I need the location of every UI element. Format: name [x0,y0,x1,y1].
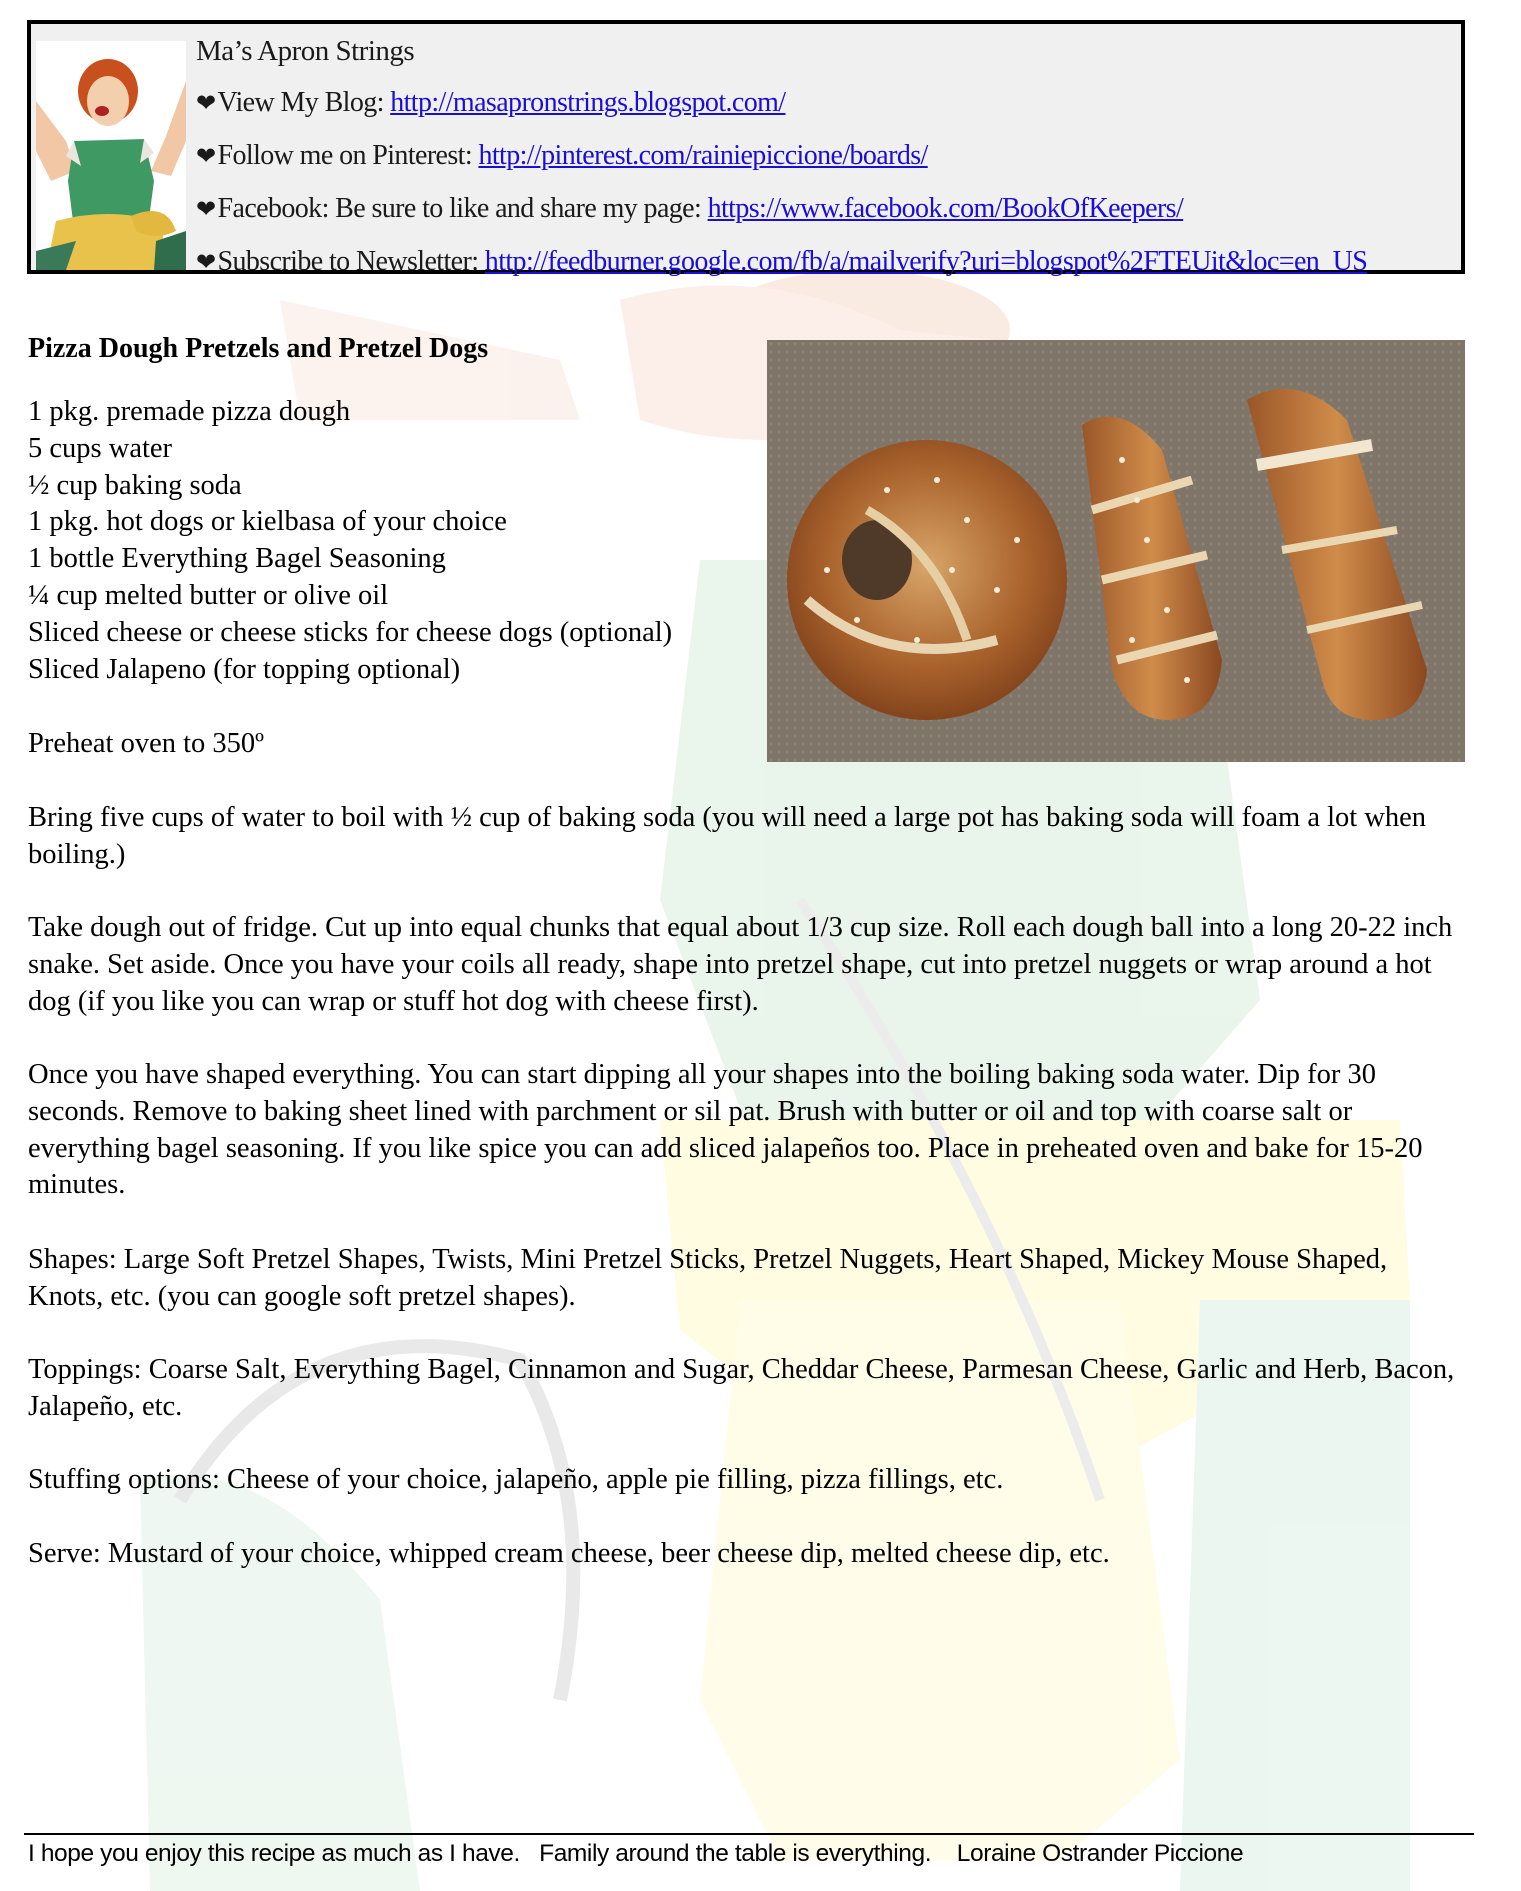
step-shape-dough: Take dough out of fridge. Cut up into equal chunks that equal about 1/3 cup size. Roll each dough ball into a long 20-22 inch snake. Set aside. Once you have your coils all ready, shape into pretzel shape, cut into pretzel nuggets or wrap around a hot dog (if you like you can wrap or stuff hot dog with cheese first). [28,912,1453,1017]
header-text-block [196,34,1451,280]
blog-header-banner [27,20,1465,277]
blog-link[interactable]: http://masapronstrings.blogspot.com/ [390,87,786,118]
toppings-note: Toppings: Coarse Salt, Everything Bagel, Cinnamon and Sugar, Cheddar Cheese, Parmesan Cheese, Garlic and Herb, Bacon, Jalapeño, etc. [28,1354,1455,1422]
ingredient-item: Sliced cheese or cheese sticks for cheese dogs (optional) [28,616,673,648]
avatar [36,41,186,270]
blog-title: Ma’s Apron Strings [196,35,415,67]
pinterest-link-row [196,139,1451,174]
stuffing-note: Stuffing options: Cheese of your choice, jalapeño, apple pie filling, pizza fillings, etc. [28,1464,1004,1495]
newsletter-link-label: Subscribe to Newsletter: [217,246,485,277]
recipe-title: Pizza Dough Pretzels and Pretzel Dogs [28,333,489,364]
ingredient-item: 1 pkg. hot dogs or kielbasa of your choice [28,506,507,538]
footer-signature: I hope you enjoy this recipe as much as I have. Family around the table is everything. Loraine Ostrander Piccione [28,1840,1244,1867]
heart-icon: ❤ [196,91,216,117]
ingredient-item: ½ cup baking soda [28,469,242,501]
ingredient-item: 1 pkg. premade pizza dough [28,396,351,427]
step-dip-and-bake: Once you have shaped everything. You can start dipping all your shapes into the boiling baking soda water. Dip for 30 seconds. Remove to baking sheet lined with parchment or sil pat. Brush with butter or oil and top with coarse salt or everything bagel seasoning. If you like spice you can add sliced jalapeños too. Place in preheated oven and bake for 15-20 minutes. [28,1059,1423,1201]
blog-link-row [196,86,1451,121]
facebook-link-label: Facebook: Be sure to like and share my page: [217,193,708,224]
facebook-link[interactable]: https://www.facebook.com/BookOfKeepers/ [707,193,1184,224]
pinterest-link-label: Follow me on Pinterest: [217,140,479,171]
baked-pretzel-and-pretzel-dogs-photo [767,340,1465,762]
heart-icon: ❤ [196,250,216,276]
newsletter-link-row [196,245,1451,280]
heart-icon: ❤ [196,144,216,170]
heart-icon: ❤ [196,197,216,223]
ingredient-item: ¼ cup melted butter or olive oil [28,579,389,611]
serve-note: Serve: Mustard of your choice, whipped cream cheese, beer cheese dip, melted cheese dip, etc. [28,1538,1110,1569]
shapes-note: Shapes: Large Soft Pretzel Shapes, Twists, Mini Pretzel Sticks, Pretzel Nuggets, Heart Shaped, Mickey Mouse Shaped, Knots, etc. (you can google soft pretzel shapes). [28,1244,1388,1312]
ingredient-item: 5 cups water [28,432,173,464]
step-boil-water: Bring five cups of water to boil with ½ cup of baking soda (you will need a large pot has baking soda will foam a lot when boiling.) [28,802,1427,870]
pinterest-link[interactable]: http://pinterest.com/rainiepiccione/boards/ [478,140,928,171]
newsletter-subscribe-link[interactable]: http://feedburner.google.com/fb/a/mailverify?uri=blogspot%2FTEUit&loc=en_US [484,246,1368,277]
preheat-instruction: Preheat oven to 350º [28,728,264,759]
ingredients-list [28,394,672,688]
retro-housewife-illustration [36,41,186,270]
ingredient-item: Sliced Jalapeno (for topping optional) [28,653,461,685]
facebook-link-row [196,192,1451,227]
footer-divider [24,1833,1474,1835]
ingredient-item: 1 bottle Everything Bagel Seasoning [28,543,446,575]
blog-link-label: View My Blog: [217,87,391,118]
recipe-photo [767,340,1465,762]
